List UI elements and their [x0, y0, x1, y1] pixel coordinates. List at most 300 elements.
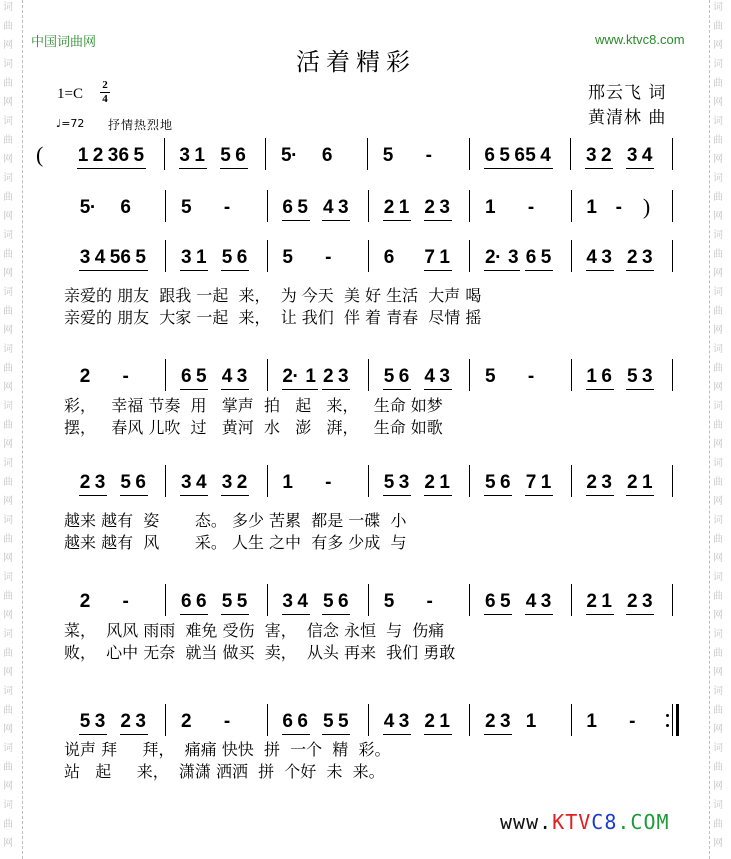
watermark-char: 曲	[713, 819, 723, 830]
note: 2	[79, 591, 91, 612]
footer-logo-ktv: KTV	[552, 810, 592, 834]
note: 7	[525, 472, 537, 493]
note: 3	[236, 366, 248, 387]
dash-note: -	[325, 247, 332, 268]
dash-note: -	[223, 711, 231, 732]
watermark-char: 曲	[713, 249, 723, 260]
barline	[368, 465, 369, 497]
watermark-char: 曲	[713, 762, 723, 773]
lyrics-verse-2: 摆， 春风 儿吹 过 黄河 水 澎 湃， 生命 如歌	[64, 418, 443, 437]
barline	[368, 704, 369, 736]
barline	[571, 465, 572, 497]
time-signature-bottom: 4	[102, 93, 108, 105]
underline-beam	[585, 168, 613, 169]
note: 3	[642, 366, 653, 387]
underline-beam	[118, 168, 146, 169]
watermark-char: 曲	[3, 21, 13, 32]
note: 3	[601, 472, 612, 493]
dash-note: -	[223, 197, 231, 218]
note: 2	[92, 145, 104, 166]
watermark-char: 曲	[3, 135, 13, 146]
note: 6	[525, 247, 537, 268]
barline	[165, 704, 166, 736]
footer-logo-www: www.	[500, 810, 553, 834]
underline-beam	[626, 495, 654, 496]
barline	[672, 240, 673, 272]
barline	[165, 240, 166, 272]
watermark-char: 词	[3, 629, 13, 640]
watermark-char: 网	[713, 610, 723, 621]
underline-beam	[383, 220, 411, 221]
watermark-char: 曲	[3, 306, 13, 317]
watermark-char: 词	[3, 173, 13, 184]
lyricist-credit: 邢云飞 词	[588, 83, 667, 103]
note: 3	[181, 472, 192, 493]
dash-note: -	[629, 711, 636, 732]
watermark-char: 词	[713, 230, 723, 241]
watermark-char: 曲	[3, 819, 13, 830]
tempo-marking: ♩=72	[56, 117, 85, 130]
note: 6	[484, 145, 495, 166]
barline	[164, 138, 165, 170]
lyrics-verse-1: 说声 拜 拜， 痛痛 快快 拼 一个 精 彩。	[64, 740, 391, 759]
note: 4	[424, 366, 435, 387]
watermark-char: 曲	[3, 192, 13, 203]
dash-note: -	[425, 145, 432, 166]
note: 5	[627, 366, 638, 387]
underline-beam	[484, 734, 512, 735]
watermark-char: 曲	[3, 705, 13, 716]
lyrics-verse-1: 彩， 幸福 节奏 用 掌声 拍 起 来， 生命 如梦	[64, 396, 443, 415]
barline	[165, 465, 166, 497]
watermark-char: 词	[713, 401, 723, 412]
note: 6	[282, 197, 293, 218]
watermark-column-left	[0, 0, 23, 859]
watermark-char: 网	[713, 97, 723, 108]
note: 5	[500, 591, 511, 612]
underline-beam	[626, 614, 654, 615]
note: 5	[221, 247, 233, 268]
note: 3	[79, 247, 91, 268]
note: 5	[220, 145, 231, 166]
watermark-char: 网	[713, 325, 723, 336]
note: 4	[641, 145, 653, 166]
watermark-char: 曲	[713, 192, 723, 203]
watermark-char: 词	[3, 2, 13, 13]
underline-beam	[282, 614, 310, 615]
barline	[469, 190, 470, 222]
note: 2	[120, 711, 131, 732]
watermark-char: 曲	[3, 420, 13, 431]
watermark-char: 网	[3, 97, 13, 108]
watermark-char: 网	[713, 667, 723, 678]
note: 3	[642, 247, 653, 268]
barline	[265, 138, 266, 170]
note: 6	[235, 145, 246, 166]
underline-beam	[484, 495, 512, 496]
note: 3	[282, 591, 293, 612]
note: 6	[120, 247, 131, 268]
watermark-char: 词	[3, 230, 13, 241]
note: 5	[499, 145, 510, 166]
barline	[571, 704, 572, 736]
note: 2	[586, 472, 597, 493]
dash-note: -	[527, 197, 535, 218]
note: 3	[94, 711, 106, 732]
watermark-column-right	[709, 0, 731, 859]
barline	[165, 190, 166, 222]
watermark-char: 网	[3, 496, 13, 507]
note: 4	[323, 197, 334, 218]
note: 3	[338, 197, 349, 218]
barline	[367, 138, 368, 170]
dot-note: ·	[291, 145, 298, 166]
note: 2	[383, 197, 395, 218]
underline-beam	[424, 270, 452, 271]
watermark-char: 词	[3, 116, 13, 127]
note: 5	[79, 197, 91, 218]
underline-beam	[424, 220, 452, 221]
footer-logo-com: .COM	[617, 810, 670, 834]
note: 1	[586, 711, 597, 732]
watermark-char: 网	[713, 439, 723, 450]
underline-beam	[180, 389, 208, 390]
note: 4	[586, 247, 597, 268]
note: 6	[383, 247, 395, 268]
watermark-char: 曲	[3, 534, 13, 545]
note: 1	[525, 711, 537, 732]
watermark-char: 网	[713, 382, 723, 393]
note: 5	[338, 711, 349, 732]
underline-beam	[120, 495, 148, 496]
note: 3	[107, 145, 119, 166]
watermark-char: 曲	[3, 249, 13, 260]
underline-beam	[179, 168, 207, 169]
note: 3	[439, 366, 450, 387]
note: 2	[627, 472, 638, 493]
barline	[368, 359, 369, 391]
note: 1	[586, 197, 597, 218]
note: 6	[321, 145, 333, 166]
song-title: 活着精彩	[296, 48, 416, 76]
underline-beam	[484, 168, 527, 169]
note: 5	[109, 247, 121, 268]
note: 6	[196, 591, 207, 612]
note: 5	[323, 711, 334, 732]
underline-beam	[525, 270, 553, 271]
note: 4	[221, 366, 233, 387]
key-signature: 1=C	[57, 86, 83, 102]
note: 5	[297, 197, 308, 218]
note: 1	[196, 247, 207, 268]
watermark-char: 曲	[3, 591, 13, 602]
watermark-char: 网	[3, 154, 13, 165]
watermark-char: 网	[713, 40, 723, 51]
note: 6	[181, 591, 192, 612]
underline-beam	[586, 614, 614, 615]
note: 1	[485, 197, 496, 218]
note: 2	[586, 591, 597, 612]
note: 4	[196, 472, 207, 493]
note: 6	[601, 366, 612, 387]
underline-beam	[120, 734, 148, 735]
note: 5	[540, 247, 552, 268]
note: 3	[508, 247, 519, 268]
dash-note: -	[122, 591, 129, 612]
lyrics-verse-2: 越来 越有 风 采。 人生 之中 有多 少成 与	[64, 533, 407, 552]
note: 2	[601, 145, 612, 166]
underline-beam	[79, 734, 107, 735]
watermark-char: 网	[713, 268, 723, 279]
note: 5	[133, 145, 145, 166]
note: 2	[424, 711, 435, 732]
note: 3	[398, 711, 410, 732]
composer-credit: 黄清林 曲	[588, 108, 667, 128]
watermark-char: 网	[3, 40, 13, 51]
note: 6	[120, 197, 131, 218]
underline-beam	[586, 389, 614, 390]
expression-marking: 抒情热烈地	[108, 118, 174, 132]
note: 3	[540, 591, 552, 612]
note: 5	[196, 366, 207, 387]
watermark-char: 网	[713, 781, 723, 792]
site-name-left: 中国词曲网	[31, 35, 97, 50]
note: 1	[540, 472, 552, 493]
note: 6	[236, 247, 248, 268]
underline-beam	[220, 168, 248, 169]
underline-beam	[383, 734, 411, 735]
underline-beam	[322, 734, 350, 735]
dash-note: -	[122, 366, 129, 387]
watermark-char: 词	[713, 173, 723, 184]
final-barline	[676, 704, 679, 736]
watermark-char: 词	[713, 743, 723, 754]
watermark-char: 曲	[713, 363, 723, 374]
watermark-char: 曲	[3, 363, 13, 374]
underline-beam	[424, 495, 452, 496]
note: 1	[586, 366, 597, 387]
note: 2	[79, 472, 91, 493]
note: 1	[439, 472, 450, 493]
note: 5	[181, 197, 192, 218]
watermark-char: 词	[3, 401, 13, 412]
note: 2	[79, 366, 91, 387]
dash-note: -	[615, 197, 622, 218]
dash-note: -	[325, 472, 332, 493]
barline	[570, 138, 571, 170]
underline-beam	[221, 270, 249, 271]
underline-beam	[180, 614, 208, 615]
note: 3	[398, 472, 410, 493]
watermark-char: 曲	[713, 705, 723, 716]
note: 6	[282, 711, 293, 732]
barline	[672, 584, 673, 616]
watermark-char: 网	[3, 382, 13, 393]
lyrics-verse-1: 亲爱的 朋友 跟我 一起 来， 为 今天 美 好 生活 大声 喝	[64, 286, 482, 305]
note: 6	[181, 366, 192, 387]
note: 1	[282, 472, 293, 493]
barline	[571, 359, 572, 391]
note: 3	[626, 145, 638, 166]
barline	[672, 465, 673, 497]
note: 5	[485, 472, 496, 493]
watermark-char: 曲	[713, 78, 723, 89]
watermark-char: 网	[3, 325, 13, 336]
watermark-char: 词	[713, 572, 723, 583]
note: 2	[627, 591, 638, 612]
note: 2	[236, 472, 248, 493]
note: 2	[485, 711, 496, 732]
barline	[267, 584, 268, 616]
note: 6	[500, 472, 511, 493]
note: 1	[601, 591, 612, 612]
watermark-char: 曲	[713, 534, 723, 545]
watermark-char: 网	[3, 667, 13, 678]
barline	[571, 190, 572, 222]
note: 4	[525, 591, 537, 612]
barline	[267, 465, 268, 497]
underline-beam	[282, 389, 318, 390]
note: 3	[601, 247, 612, 268]
underline-beam	[120, 270, 148, 271]
watermark-char: 曲	[3, 762, 13, 773]
note: 3	[181, 247, 192, 268]
barline	[267, 359, 268, 391]
watermark-char: 词	[3, 572, 13, 583]
underline-beam	[322, 614, 350, 615]
note: 6	[297, 711, 308, 732]
watermark-char: 词	[713, 116, 723, 127]
note: 6	[514, 145, 525, 166]
underline-beam	[525, 614, 553, 615]
watermark-char: 曲	[713, 135, 723, 146]
note: 5	[120, 472, 131, 493]
note: 3	[338, 366, 349, 387]
underline-beam	[77, 168, 120, 169]
underline-beam	[484, 614, 512, 615]
footer-logo	[500, 810, 670, 834]
site-url-right: www.ktvc8.com	[595, 32, 685, 47]
barline	[267, 190, 268, 222]
barline	[368, 190, 369, 222]
time-signature	[100, 80, 110, 105]
note: 1	[77, 145, 89, 166]
watermark-char: 词	[3, 800, 13, 811]
barline	[469, 359, 470, 391]
lyrics-verse-2: 站 起 来， 潇潇 洒洒 拼 个好 未 来。	[64, 762, 385, 781]
note: 5	[79, 711, 91, 732]
note: 3	[94, 472, 106, 493]
watermark-char: 网	[3, 838, 13, 849]
underline-beam	[525, 168, 553, 169]
note: 5	[323, 591, 334, 612]
barline	[368, 584, 369, 616]
watermark-char: 曲	[3, 648, 13, 659]
note: 1	[194, 145, 205, 166]
watermark-char: 网	[713, 154, 723, 165]
dash-note: -	[426, 591, 433, 612]
barline	[672, 138, 673, 170]
underline-beam	[626, 389, 654, 390]
watermark-char: 网	[713, 724, 723, 735]
barline	[267, 704, 268, 736]
watermark-char: 词	[713, 2, 723, 13]
lyrics-verse-1: 菜， 风风 雨雨 难免 受伤 害， 信念 永恒 与 伤痛	[64, 621, 445, 640]
underline-beam	[586, 270, 614, 271]
note: 2	[282, 366, 293, 387]
watermark-char: 网	[713, 211, 723, 222]
underline-beam	[282, 220, 310, 221]
footer-logo-c8: C8	[591, 810, 618, 834]
note: 2	[627, 247, 638, 268]
barline	[469, 704, 470, 736]
watermark-char: 曲	[713, 648, 723, 659]
watermark-char: 词	[3, 458, 13, 469]
underline-beam	[383, 495, 411, 496]
note: 3	[221, 472, 233, 493]
note: 2	[424, 197, 435, 218]
repeat-dot	[666, 724, 669, 727]
watermark-char: 词	[713, 458, 723, 469]
note: 5	[382, 145, 394, 166]
repeat-dot	[666, 714, 669, 717]
watermark-char: 网	[3, 553, 13, 564]
watermark-char: 词	[713, 287, 723, 298]
watermark-char: 词	[3, 515, 13, 526]
note: 6	[135, 472, 146, 493]
note: 3	[642, 591, 653, 612]
underline-beam	[221, 495, 249, 496]
watermark-char: 网	[3, 211, 13, 222]
watermark-char: 网	[3, 439, 13, 450]
note: 5	[383, 591, 395, 612]
watermark-char: 网	[3, 268, 13, 279]
underline-beam	[525, 495, 553, 496]
note: 5	[135, 247, 146, 268]
note: 5	[485, 366, 496, 387]
watermark-char: 词	[713, 800, 723, 811]
note: 5	[525, 145, 536, 166]
note: 1	[642, 472, 653, 493]
watermark-char: 曲	[713, 477, 723, 488]
underline-beam	[79, 495, 107, 496]
note: 3	[500, 711, 511, 732]
watermark-char: 网	[713, 838, 723, 849]
watermark-char: 词	[3, 743, 13, 754]
note: 1	[439, 711, 450, 732]
barline	[672, 190, 673, 222]
note: 1	[305, 366, 316, 387]
watermark-char: 词	[3, 287, 13, 298]
watermark-char: 词	[3, 59, 13, 70]
dot-note: ·	[292, 366, 299, 387]
underline-beam	[322, 389, 350, 390]
note: 2	[181, 711, 192, 732]
underline-beam	[79, 270, 122, 271]
watermark-char: 曲	[713, 420, 723, 431]
note: 3	[439, 197, 450, 218]
underline-beam	[282, 734, 310, 735]
lyrics-verse-1: 越来 越有 姿 态。 多少 苦累 都是 一碟 小	[64, 511, 407, 530]
barline	[165, 359, 166, 391]
watermark-char: 词	[713, 59, 723, 70]
watermark-char: 词	[3, 344, 13, 355]
note: 1	[439, 247, 450, 268]
underline-beam	[180, 270, 208, 271]
watermark-char: 词	[713, 344, 723, 355]
barline	[469, 240, 470, 272]
time-signature-top: 2	[102, 79, 108, 91]
